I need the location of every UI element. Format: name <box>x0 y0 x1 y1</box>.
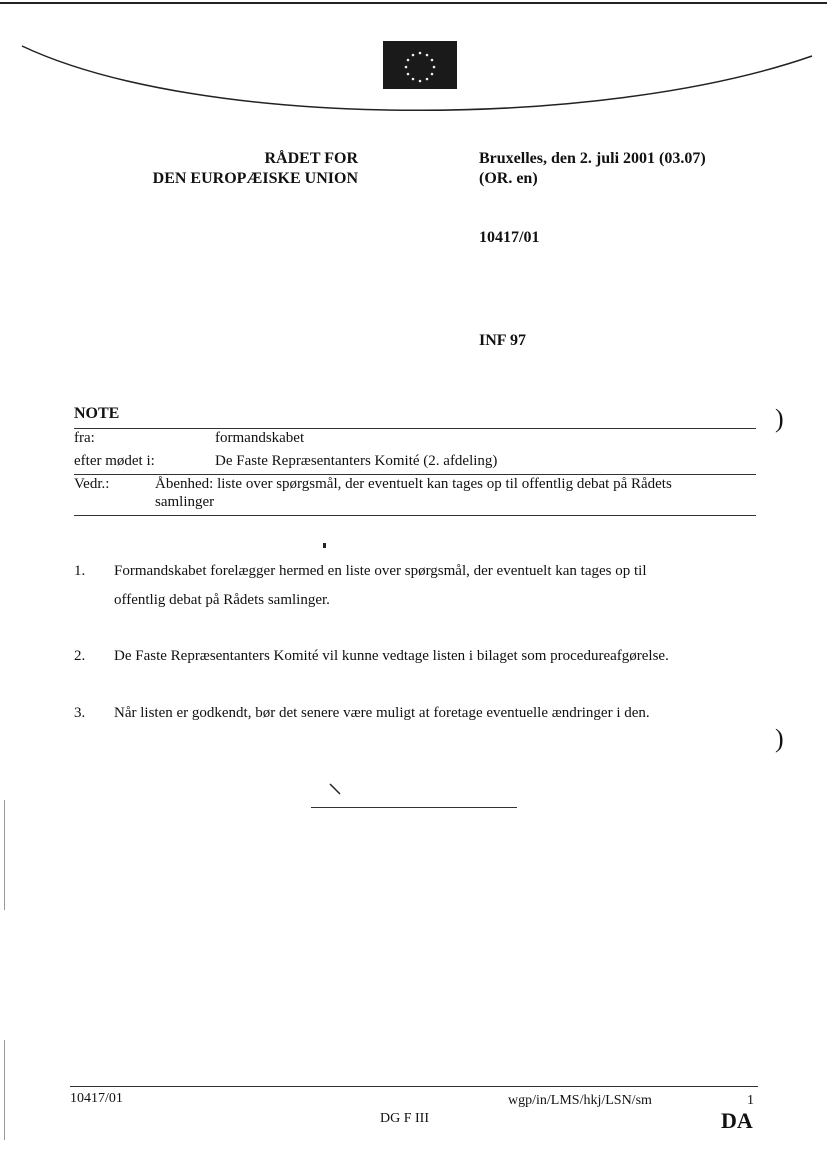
paragraph-2: De Faste Repræsentanters Komité vil kunne vedtage listen i bilaget som procedureafgørelse. <box>114 648 669 664</box>
council-name-line2: DEN EUROPÆISKE UNION <box>152 170 358 187</box>
paragraph-1 <box>114 557 647 615</box>
paragraph-3: Når listen er godkendt, bør det senere være muligt at foretage eventuelle ændringer i den. <box>114 705 650 721</box>
eu-flag-icon <box>383 41 457 89</box>
paragraph-1-line1: Formandskabet forelægger hermed en liste over spørgsmål, der eventuelt kan tages op til <box>114 563 647 579</box>
classification: INF 97 <box>479 332 526 349</box>
scan-mark <box>328 782 344 796</box>
footer-doc-number: 10417/01 <box>70 1091 123 1106</box>
subject-line1: Åbenhed: liste over spørgsmål, der eventuelt kan tages op til offentlig debat på Rådets <box>155 476 672 492</box>
after-meeting-value: De Faste Repræsentanters Komité (2. afdeling) <box>215 453 498 469</box>
subject-line2: samlinger <box>155 494 215 510</box>
footer-language: DA <box>721 1108 753 1133</box>
paragraph-1-line2: offentlig debat på Rådets samlinger. <box>114 592 330 608</box>
punch-hole-mark-bottom: ) <box>775 724 784 753</box>
top-border <box>0 2 827 4</box>
document-number: 10417/01 <box>479 229 540 246</box>
footer-directorate: DG F III <box>380 1111 429 1126</box>
date-line: Bruxelles, den 2. juli 2001 (03.07) <box>479 150 706 167</box>
note-title: NOTE <box>74 405 120 422</box>
after-meeting-label: efter mødet i: <box>74 453 155 469</box>
footer-page-number: 1 <box>747 1093 754 1108</box>
paragraph-3-number: 3. <box>74 705 86 721</box>
from-label: fra: <box>74 430 95 446</box>
date-block <box>479 149 706 189</box>
paragraph-1-number: 1. <box>74 563 86 579</box>
original-language: (OR. en) <box>479 170 538 187</box>
footer-rule <box>70 1086 758 1087</box>
punch-hole-mark-top: ) <box>775 404 784 433</box>
from-value: formandskabet <box>215 430 305 446</box>
subject-label: Vedr.: <box>74 476 110 492</box>
scan-margin-line-lower <box>4 1040 5 1140</box>
footer-reference: wgp/in/LMS/hkj/LSN/sm <box>508 1093 652 1108</box>
note-rule-bottom <box>74 515 756 516</box>
end-separator-line <box>311 807 517 808</box>
scan-margin-line <box>4 800 5 910</box>
council-name <box>120 149 358 189</box>
paragraph-2-number: 2. <box>74 648 86 664</box>
council-name-line1: RÅDET FOR <box>264 150 358 167</box>
note-rule-middle <box>74 474 756 475</box>
scan-speck <box>323 543 326 548</box>
note-rule-top <box>74 428 756 429</box>
